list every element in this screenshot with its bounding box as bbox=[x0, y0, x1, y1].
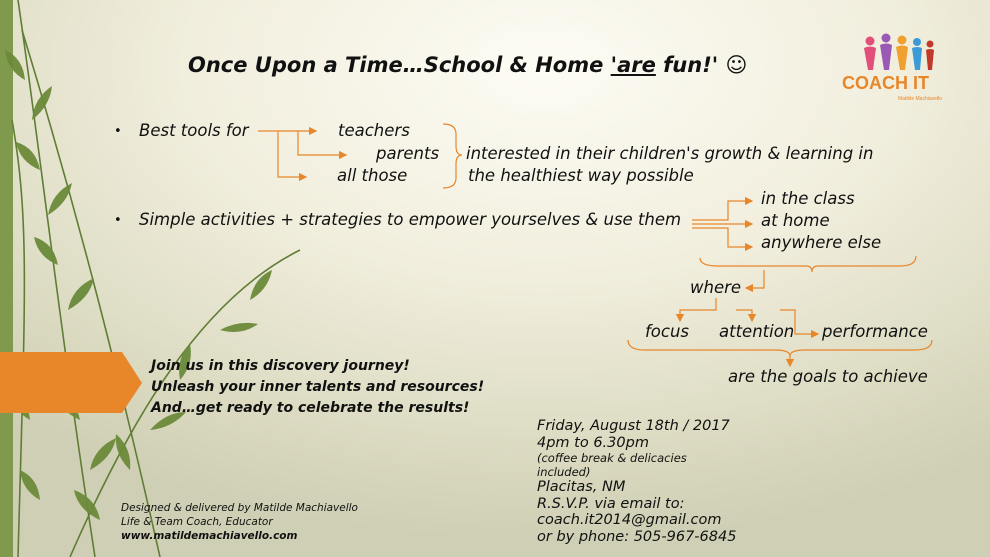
invite-line-1: Join us in this discovery journey! bbox=[151, 358, 410, 374]
logo-name: COACH IT bbox=[842, 73, 929, 93]
event-date: Friday, August 18th / 2017 bbox=[537, 418, 730, 434]
bullet-marker-1: • bbox=[114, 124, 122, 139]
place-anywhere-else: anywhere else bbox=[761, 233, 882, 252]
credits-line-1: Designed & delivered by Matilde Machiavello bbox=[121, 502, 358, 514]
credits bbox=[121, 501, 358, 543]
bullet1-lead: Best tools for bbox=[139, 121, 249, 140]
left-green-bar bbox=[0, 0, 13, 557]
bullet1-desc-line1: interested in their children's growth & learning in bbox=[466, 144, 874, 163]
event-email: coach.it2014@gmail.com bbox=[537, 512, 722, 528]
target-all-those: all those bbox=[337, 166, 408, 185]
target-parents: parents bbox=[376, 144, 440, 163]
flow-where: where bbox=[690, 278, 742, 297]
leaf-stems bbox=[12, 0, 300, 557]
target-teachers: teachers bbox=[338, 121, 410, 140]
event-time: 4pm to 6.30pm bbox=[537, 434, 649, 451]
event-note-1: (coffee break & delicacies bbox=[537, 451, 687, 465]
flow-attention: attention bbox=[719, 322, 795, 341]
bullet-marker-2: • bbox=[114, 213, 122, 228]
flow-goal: are the goals to achieve bbox=[728, 367, 928, 386]
invite-line-3: And…get ready to celebrate the results! bbox=[151, 400, 470, 416]
invite-text bbox=[151, 356, 484, 419]
title-underlined: 'are bbox=[610, 53, 656, 77]
bullet2-lead: Simple activities + strategies to empower yourselves & use them bbox=[139, 210, 682, 229]
event-place: Placitas, NM bbox=[537, 479, 626, 495]
invite-line-2: Unleash your inner talents and resources! bbox=[151, 379, 485, 395]
logo-tagline: Matilde Machiavello bbox=[898, 96, 942, 102]
event-rsvp: R.S.V.P. via email to: bbox=[537, 495, 685, 512]
bullet1-desc-line2: the healthiest way possible bbox=[468, 166, 694, 185]
place-at-home: at home bbox=[761, 211, 830, 230]
flow-focus: focus bbox=[645, 322, 690, 341]
event-phone: or by phone: 505-967-6845 bbox=[537, 528, 737, 545]
page-title: Once Upon a Time…School & Home 'are fun!' ☺ bbox=[188, 53, 748, 77]
credits-site-link[interactable]: www.matildemachiavello.com bbox=[121, 530, 298, 542]
logo bbox=[838, 28, 958, 108]
orange-arrow-banner bbox=[0, 352, 142, 413]
place-in-the-class: in the class bbox=[761, 189, 855, 208]
credits-line-2: Life & Team Coach, Educator bbox=[121, 516, 273, 528]
event-note-2: included) bbox=[537, 465, 591, 479]
flow-performance: performance bbox=[822, 322, 928, 341]
event-details bbox=[537, 418, 736, 545]
